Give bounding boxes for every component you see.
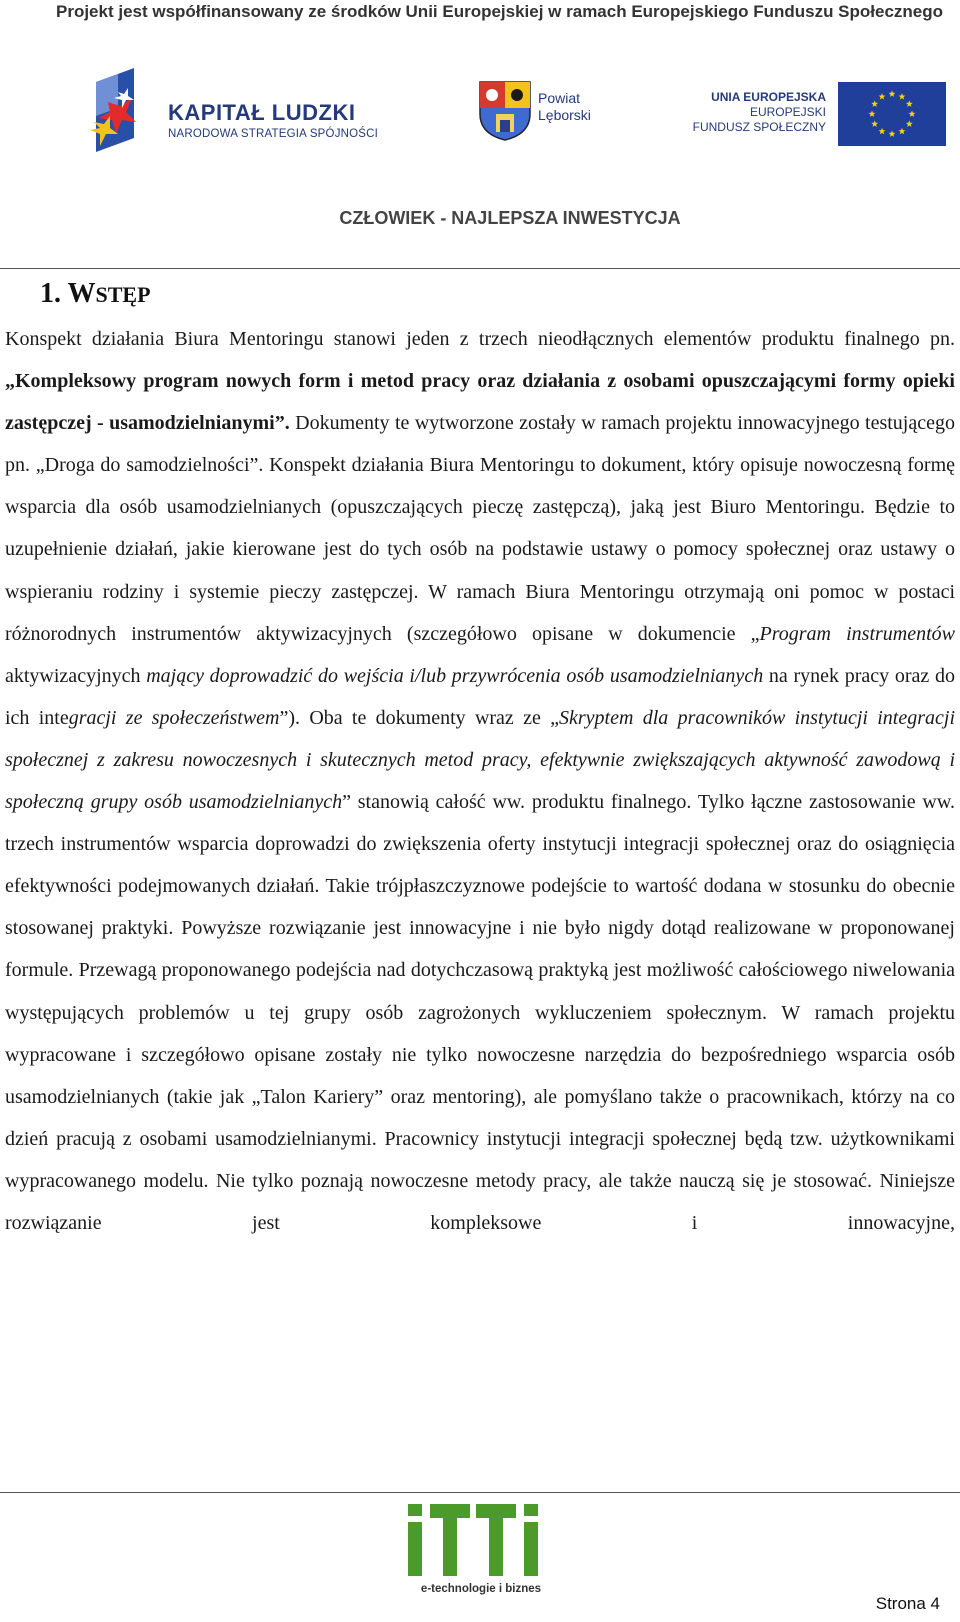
kapital-ludzki-emblem-icon (88, 68, 158, 164)
section-title-first: W (67, 278, 96, 309)
kapital-ludzki-subtitle: NARODOWA STRATEGIA SPÓJNOŚCI (168, 128, 379, 140)
section-heading (40, 278, 151, 310)
kapital-ludzki-logo (88, 68, 388, 168)
text-run: ” stanowią całość ww. produktu finalnego. Tylko łączne zastosowanie ww. trzech instrumentów wsparcia doprowadzi do zwiększenia oferty instytucji integracji społecznej oraz do osiągnięcia efektywności podejmowanych działań. Takie trójpłaszczyznowe podejście to wartość dodana w stosunku do obecnie stosowanej praktyki. Powyższe rozwiązanie jest innowacyjne i nie było nigdy dotąd realizowane w proponowanej formule. Przewagą proponowanego podejścia nad dotychczasową praktyką jest możliwość całościowego niwelowania występujących problemów u tej grupy osób zagrożonych wykluczeniem społecznym. W ramach projektu wypracowane i szczegółowo opisane zostały nie tylko nowoczesne narzędzia do bezpośredniego wsparcia osób usamodzielnianych (takie jak „Talon Kariery” oraz mentoring), ale pomyślano także o pracownikach, którzy na co dzień pracują z osobami usamodzielnianymi. Pracownicy instytucji integracji społecznej będą tzw. użytkownikami wypracowanego modelu. Nie tylko poznają nowoczesne metody pracy, ale także nauczą się je stosować. Niniejsze rozwiązanie jest kompleksowe i innowacyjne, (5, 791, 955, 1234)
product-title: „Kompleksowy program nowych form i metod pracy oraz działania z osobami opuszczającymi formy opieki zastępczej - usamodzielnianymi”. (5, 370, 955, 435)
powiat-leborski-logo (478, 80, 608, 150)
script-title: Skryptem dla pracowników instytucji integracji społecznej z zakresu nowoczesnych i skutecznych metod pracy, efektywnie zwiększających aktywność zawodową i społeczną grupy osób usamodzielnianych (5, 706, 956, 814)
section-title-rest: STĘP (95, 282, 151, 307)
powiat-name: Powiat Lęborski (538, 90, 591, 123)
text-run: Konspekt działania Biura Mentoringu stanowi jeden z trzech nieodłącznych elementów produktu finalnego pn. (5, 328, 955, 350)
itti-tagline: e-technologie i biznes (420, 1583, 542, 1595)
eu-logo (692, 82, 946, 152)
cofinance-notice: Projekt jest współfinansowany ze środków Unii Europejskiej w ramach Europejskiego Funduszu Społecznego (56, 2, 944, 21)
text-run: na rynek pracy oraz do ich inte (5, 664, 956, 729)
eu-line1: UNIA EUROPEJSKA (711, 90, 826, 104)
page-number: Strona 4 (875, 1594, 940, 1613)
coat-of-arms-icon (478, 80, 532, 142)
document-title: mający doprowadzić do wejścia i/lub przywrócenia osób usamodzielnianych (146, 664, 764, 687)
eu-text (693, 90, 826, 135)
body-paragraph (5, 318, 955, 1244)
text-run: aktywizacyjnych (5, 664, 147, 687)
eu-line3: FUNDUSZ SPOŁECZNY (692, 120, 826, 134)
document-title: gracji ze społeczeństwem (68, 706, 280, 729)
kapital-ludzki-title: KAPITAŁ LUDZKI (168, 100, 356, 125)
text-run: Dokumenty te wytworzone zostały w ramach projektu innowacyjnego testującego pn. „Droga do samodzielności”. Konspekt działania Biura Mentoringu to dokument, który opisuje nowoczesną formę wsparcia dla osób usamodzielnianych (opuszczających pieczę zastępczą), jaką jest Biuro Mentoringu. Będzie to uzupełnienie działań, jakie kierowane jest do tych osób na podstawie ustawy o pomocy społecznej oraz ustawy o wspieraniu rodziny i systemie pieczy zastępczej. W ramach Biura Mentoringu otrzymają oni pomoc w postaci różnorodnych instrumentów aktywizacyjnych (szczegółowo opisane w dokumencie „ (5, 412, 955, 645)
eu-line2: EUROPEJSKI (749, 105, 826, 119)
document-title: Program instrumentów (759, 622, 955, 645)
text-run: ”). Oba te dokumenty wraz ze „ (279, 706, 560, 729)
footer-rule (0, 1492, 960, 1493)
itti-logo-icon (406, 1500, 556, 1580)
slogan: CZŁOWIEK - NAJLEPSZA INWESTYCJA (339, 208, 681, 228)
header-rule (0, 268, 960, 269)
eu-flag-icon (838, 82, 946, 146)
section-number: 1. (40, 278, 61, 309)
